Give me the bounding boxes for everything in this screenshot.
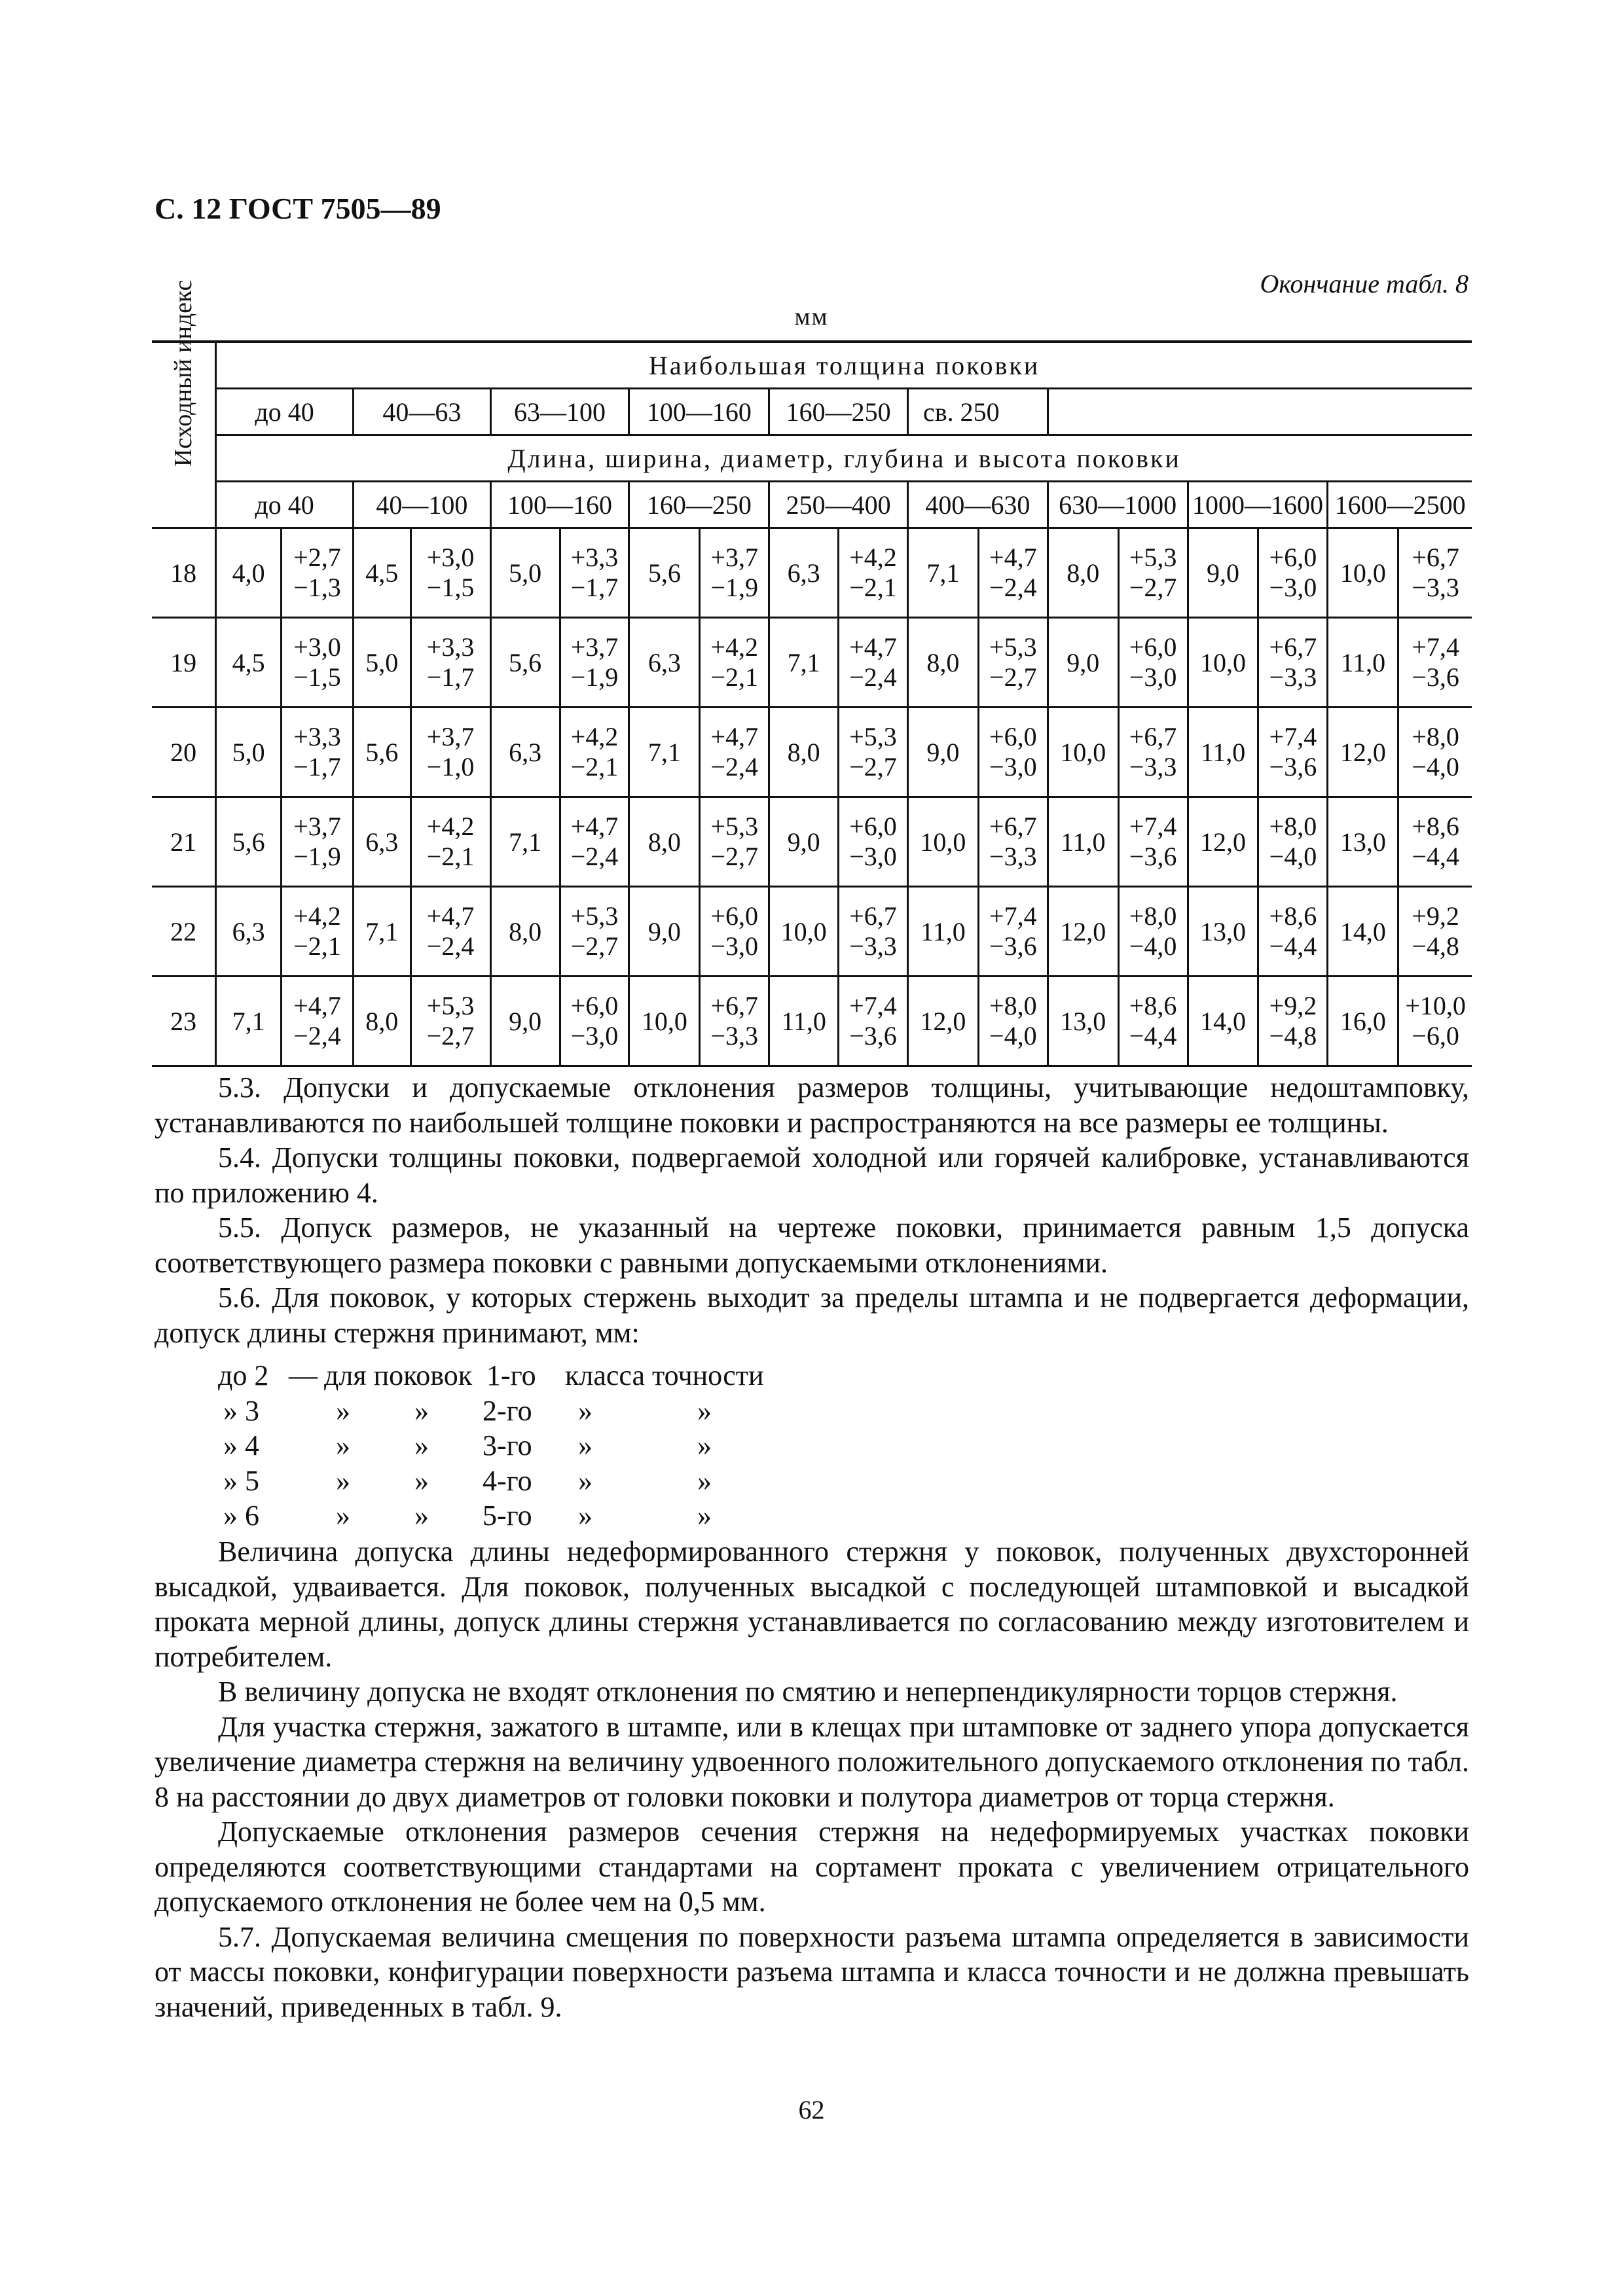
length-range-cell: 40—100 — [353, 482, 490, 528]
lower-deviation: −4,8 — [1269, 1021, 1317, 1050]
table-continuation-label: Окончание табл. 8 — [1260, 269, 1468, 298]
lower-deviation: −3,3 — [989, 842, 1037, 871]
lower-deviation: −4,4 — [1129, 1021, 1177, 1050]
list-token: » — [414, 1499, 429, 1532]
deviation-cell — [978, 797, 1048, 887]
length-range-cell: 1000—1600 — [1188, 482, 1328, 528]
unit-label: мм — [794, 303, 829, 331]
deviation-cell — [560, 528, 629, 618]
upper-deviation: +4,7 — [293, 991, 341, 1020]
lower-deviation: −2,7 — [426, 1021, 475, 1050]
list-token: класса точности — [565, 1359, 764, 1391]
tolerance-value-cell: 10,0 — [907, 797, 978, 887]
deviation-cell — [282, 887, 354, 977]
lower-deviation: −1,5 — [426, 573, 475, 602]
upper-deviation: +3,7 — [710, 543, 759, 572]
upper-deviation: +7,4 — [849, 991, 897, 1020]
lower-deviation: −2,1 — [849, 573, 897, 602]
list-token: » — [414, 1464, 429, 1497]
paragraph-5-6-b: Величина допуска длины недеформированного стержня у поковок, полученных двухсторонней высадкой, удваивается. Для поковок, полученных высадкой с последующей штамповкой и высадкой проката мерной длины, допуск длины стержня устанавливается по согласованию между изготовителем и потребителем. — [155, 1535, 1469, 1673]
deviation-cell — [1118, 708, 1188, 797]
tolerance-value-cell: 8,0 — [1048, 528, 1118, 618]
upper-deviation: +3,3 — [293, 722, 341, 751]
upper-deviation: +7,4 — [1412, 632, 1459, 662]
tolerance-value-cell: 9,0 — [490, 977, 560, 1066]
tolerance-value-cell: 11,0 — [769, 977, 839, 1066]
deviation-cell — [560, 797, 629, 887]
paragraph-5-7: 5.7. Допускаемая величина смещения по поверхности разъема штампа определяется в зависимости от массы поковки, конфигурации поверхности разъема штампа и класса точности и не должна превышать значений, приведенных в табл. 9. — [155, 1920, 1469, 2023]
upper-deviation: +4,7 — [849, 632, 897, 662]
lower-deviation: −2,1 — [570, 752, 619, 781]
tolerance-value-cell: 9,0 — [769, 797, 839, 887]
deviation-cell — [560, 887, 629, 977]
deviation-cell — [282, 528, 354, 618]
lower-deviation: −2,4 — [426, 931, 475, 961]
lower-deviation: −2,7 — [989, 662, 1037, 692]
tolerance-value-cell: 7,1 — [353, 887, 410, 977]
lower-deviation: −1,9 — [570, 662, 619, 692]
page-header: С. 12 ГОСТ 7505—89 — [155, 192, 441, 225]
deviation-cell — [839, 528, 908, 618]
lower-deviation: −1,5 — [293, 662, 341, 692]
lower-deviation: −3,6 — [1129, 842, 1177, 871]
deviation-cell — [1258, 977, 1328, 1066]
deviation-cell — [700, 797, 769, 887]
tolerance-value-cell: 10,0 — [629, 977, 700, 1066]
lower-deviation: −2,4 — [710, 752, 759, 781]
upper-deviation: +4,7 — [989, 543, 1037, 572]
lower-deviation: −3,6 — [849, 1021, 897, 1050]
upper-deviation: +8,0 — [1129, 901, 1177, 931]
lower-deviation: −2,7 — [710, 842, 759, 871]
lower-deviation: −3,3 — [849, 931, 897, 961]
deviation-cell — [839, 797, 908, 887]
deviation-cell — [1398, 887, 1472, 977]
deviation-cell — [978, 887, 1048, 977]
index-cell: 19 — [152, 618, 216, 708]
tolerance-value-cell: 5,6 — [490, 618, 560, 708]
deviation-cell — [410, 618, 490, 708]
tolerance-value-cell: 9,0 — [1048, 618, 1118, 708]
tolerance-value-cell: 9,0 — [1188, 528, 1258, 618]
index-cell: 21 — [152, 797, 216, 887]
body-text — [155, 1070, 1469, 1350]
tolerance-value-cell: 6,3 — [353, 797, 410, 887]
upper-deviation: +7,4 — [989, 901, 1037, 931]
thickness-range-cell: 160—250 — [769, 389, 908, 435]
deviation-cell — [410, 977, 490, 1066]
tolerance-value-cell: 12,0 — [1048, 887, 1118, 977]
tolerance-value-cell: 6,3 — [769, 528, 839, 618]
lower-deviation: −2,1 — [293, 931, 341, 961]
lower-deviation: −3,3 — [710, 1021, 759, 1050]
tolerance-value-cell: 7,1 — [629, 708, 700, 797]
deviation-cell — [978, 618, 1048, 708]
list-token: 5-го — [483, 1499, 532, 1532]
upper-deviation: +8,0 — [989, 991, 1037, 1020]
list-token: » 5 — [223, 1464, 259, 1497]
deviation-cell — [560, 618, 629, 708]
tolerance-value-cell: 5,6 — [216, 797, 282, 887]
tolerance-value-cell: 7,1 — [769, 618, 839, 708]
thickness-header: Наибольшая толщина поковки — [216, 342, 1472, 389]
index-cell: 20 — [152, 708, 216, 797]
deviation-cell — [1398, 797, 1472, 887]
lower-deviation: −4,4 — [1412, 842, 1459, 871]
upper-deviation: +6,7 — [989, 812, 1037, 841]
deviation-cell — [1118, 618, 1188, 708]
tolerance-value-cell: 12,0 — [907, 977, 978, 1066]
list-token: » — [697, 1464, 712, 1497]
upper-deviation: +8,6 — [1269, 901, 1317, 931]
index-cell: 23 — [152, 977, 216, 1066]
lower-deviation: −4,0 — [1412, 752, 1459, 781]
tolerance-value-cell: 8,0 — [353, 977, 410, 1066]
list-token: » — [336, 1394, 350, 1427]
deviation-cell — [839, 887, 908, 977]
list-token: до 2 — [218, 1359, 269, 1391]
tolerance-value-cell: 10,0 — [1048, 708, 1118, 797]
table-row — [152, 977, 1472, 1066]
deviation-cell — [282, 708, 354, 797]
upper-deviation: +6,0 — [570, 991, 619, 1020]
lower-deviation: −3,0 — [710, 931, 759, 961]
lower-deviation: −1,7 — [293, 752, 341, 781]
deviation-cell — [1118, 797, 1188, 887]
list-token: » — [414, 1429, 429, 1462]
index-column-header: Исходный индекс — [152, 342, 216, 528]
deviation-cell — [978, 528, 1048, 618]
list-token: для поковок — [324, 1359, 473, 1391]
length-range-cell: 630—1000 — [1048, 482, 1188, 528]
tolerance-value-cell: 5,0 — [490, 528, 560, 618]
tolerance-value-cell: 14,0 — [1188, 977, 1258, 1066]
deviation-cell — [1398, 618, 1472, 708]
tolerance-value-cell: 14,0 — [1328, 887, 1398, 977]
upper-deviation: +6,0 — [1269, 543, 1317, 572]
length-range-cell: 100—160 — [490, 482, 629, 528]
upper-deviation: +4,2 — [570, 722, 619, 751]
tolerance-value-cell: 13,0 — [1188, 887, 1258, 977]
list-token: 2-го — [483, 1394, 532, 1427]
lower-deviation: −1,9 — [293, 842, 341, 871]
upper-deviation: +3,3 — [570, 543, 619, 572]
tolerance-value-cell: 16,0 — [1328, 977, 1398, 1066]
tolerance-value-cell: 11,0 — [907, 887, 978, 977]
tolerance-value-cell: 11,0 — [1188, 708, 1258, 797]
upper-deviation: +5,3 — [989, 632, 1037, 662]
page-number: 62 — [798, 2095, 825, 2125]
thickness-range-cell: 40—63 — [353, 389, 490, 435]
upper-deviation: +5,3 — [426, 991, 475, 1020]
upper-deviation: +6,7 — [849, 901, 897, 931]
thickness-range-cell — [1048, 389, 1472, 435]
upper-deviation: +5,3 — [849, 722, 897, 751]
length-range-cell: 400—630 — [907, 482, 1048, 528]
upper-deviation: +7,4 — [1129, 812, 1177, 841]
upper-deviation: +3,3 — [426, 632, 475, 662]
lower-deviation: −3,6 — [1269, 752, 1317, 781]
list-token: » — [336, 1429, 350, 1462]
list-token: » — [697, 1394, 712, 1427]
deviation-cell — [1258, 618, 1328, 708]
lower-deviation: −3,0 — [570, 1021, 619, 1050]
upper-deviation: +5,3 — [710, 812, 759, 841]
tolerance-value-cell: 9,0 — [907, 708, 978, 797]
lower-deviation: −3,3 — [1269, 662, 1317, 692]
lower-deviation: −4,0 — [989, 1021, 1037, 1050]
paragraph-5-6-d: Для участка стержня, зажатого в штампе, или в клещах при штамповке от заднего упора допускается увеличение диаметра стержня на величину удвоенного положительного допускаемого отклонения по табл. 8 на расстоянии до двух диаметров от головки поковки и полутора диаметров от торца стержня. — [155, 1710, 1469, 1813]
tolerance-value-cell: 6,3 — [490, 708, 560, 797]
upper-deviation: +4,2 — [710, 632, 759, 662]
deviation-cell — [560, 708, 629, 797]
list-token: 3-го — [483, 1429, 532, 1462]
table-row — [152, 887, 1472, 977]
upper-deviation: +8,6 — [1129, 991, 1177, 1020]
list-token: 1-го — [486, 1359, 536, 1391]
length-range-cell: до 40 — [216, 482, 354, 528]
lower-deviation: −3,3 — [1412, 573, 1459, 602]
deviation-cell — [282, 977, 354, 1066]
index-cell: 18 — [152, 528, 216, 618]
upper-deviation: +3,0 — [293, 632, 341, 662]
upper-deviation: +5,3 — [570, 901, 619, 931]
tolerance-value-cell: 11,0 — [1328, 618, 1398, 708]
list-token: » 4 — [223, 1429, 259, 1462]
upper-deviation: +4,7 — [426, 901, 475, 931]
lower-deviation: −4,4 — [1269, 931, 1317, 961]
deviation-cell — [1258, 887, 1328, 977]
deviation-cell — [839, 618, 908, 708]
tolerance-value-cell: 10,0 — [769, 887, 839, 977]
tolerance-value-cell: 5,6 — [629, 528, 700, 618]
table-row — [152, 528, 1472, 618]
deviation-cell — [282, 618, 354, 708]
lower-deviation: −1,7 — [426, 662, 475, 692]
lower-deviation: −3,0 — [989, 752, 1037, 781]
table-row — [152, 618, 1472, 708]
upper-deviation: +6,7 — [1129, 722, 1177, 751]
deviation-cell — [282, 797, 354, 887]
tolerance-value-cell: 13,0 — [1048, 977, 1118, 1066]
list-token: » — [578, 1499, 593, 1532]
length-range-cell: 160—250 — [629, 482, 769, 528]
upper-deviation: +2,7 — [293, 543, 341, 572]
paragraph-5-6-e: Допускаемые отклонения размеров сечения стержня на недеформируемых участках поковки определяются соответствующими стандартами на сортамент проката с увеличением отрицательного допускаемого отклонения не более чем на 0,5 мм. — [155, 1816, 1469, 1918]
tolerance-value-cell: 8,0 — [907, 618, 978, 708]
deviation-cell — [839, 708, 908, 797]
body-text-continued — [155, 1534, 1469, 2024]
lower-deviation: −3,6 — [989, 931, 1037, 961]
deviation-cell — [700, 528, 769, 618]
tolerance-value-cell: 7,1 — [490, 797, 560, 887]
tolerance-value-cell: 6,3 — [216, 887, 282, 977]
tolerance-value-cell: 12,0 — [1328, 708, 1398, 797]
deviation-cell — [978, 708, 1048, 797]
paragraph-5-4: 5.4. Допуски толщины поковки, подвергаемой холодной или горячей калибровке, устанавливаются по приложению 4. — [155, 1141, 1469, 1209]
upper-deviation: +4,2 — [849, 543, 897, 572]
tolerance-value-cell: 7,1 — [216, 977, 282, 1066]
lower-deviation: −2,1 — [426, 842, 475, 871]
deviation-cell — [700, 618, 769, 708]
deviation-cell — [1258, 797, 1328, 887]
deviation-cell — [410, 797, 490, 887]
lower-deviation: −3,0 — [1269, 573, 1317, 602]
upper-deviation: +4,7 — [570, 812, 619, 841]
deviation-cell — [1118, 977, 1188, 1066]
list-token: » — [336, 1464, 350, 1497]
list-token: » 3 — [223, 1394, 259, 1427]
list-token: — — [289, 1359, 318, 1391]
thickness-range-cell: св. 250 — [907, 389, 1048, 435]
upper-deviation: +3,7 — [293, 812, 341, 841]
deviation-cell — [410, 887, 490, 977]
tolerance-value-cell: 7,1 — [907, 528, 978, 618]
upper-deviation: +8,6 — [1412, 812, 1459, 841]
upper-deviation: +4,2 — [293, 901, 341, 931]
deviation-cell — [700, 708, 769, 797]
tolerance-value-cell: 5,0 — [353, 618, 410, 708]
deviation-cell — [1398, 977, 1472, 1066]
upper-deviation: +4,7 — [710, 722, 759, 751]
lower-deviation: −3,3 — [1129, 752, 1177, 781]
list-token: » — [578, 1429, 593, 1462]
thickness-range-cell: до 40 — [216, 389, 354, 435]
tolerance-value-cell: 4,5 — [353, 528, 410, 618]
tolerance-value-cell: 4,5 — [216, 618, 282, 708]
tolerance-value-cell: 12,0 — [1188, 797, 1258, 887]
tolerance-value-cell: 8,0 — [490, 887, 560, 977]
lower-deviation: −2,7 — [1129, 573, 1177, 602]
thickness-range-cell: 63—100 — [490, 389, 629, 435]
list-token: » — [414, 1394, 429, 1427]
deviation-cell — [410, 708, 490, 797]
upper-deviation: +7,4 — [1269, 722, 1317, 751]
upper-deviation: +6,7 — [1269, 632, 1317, 662]
thickness-range-cell: 100—160 — [629, 389, 769, 435]
tolerance-value-cell: 9,0 — [629, 887, 700, 977]
deviation-cell — [410, 528, 490, 618]
list-token: » — [578, 1394, 593, 1427]
list-token: » — [578, 1464, 593, 1497]
lower-deviation: −2,4 — [849, 662, 897, 692]
table-row — [152, 797, 1472, 887]
paragraph-5-6: 5.6. Для поковок, у которых стержень выходит за пределы штампа и не подвергается деформации, допуск длины стержня принимают, мм: — [155, 1282, 1469, 1349]
lower-deviation: −3,0 — [1129, 662, 1177, 692]
lower-deviation: −1,0 — [426, 752, 475, 781]
list-token: » — [697, 1499, 712, 1532]
lower-deviation: −2,4 — [570, 842, 619, 871]
list-token: 4-го — [483, 1464, 532, 1497]
upper-deviation: +10,0 — [1405, 991, 1466, 1020]
index-cell: 22 — [152, 887, 216, 977]
lower-deviation: −4,8 — [1412, 931, 1459, 961]
tolerance-value-cell: 6,3 — [629, 618, 700, 708]
tolerance-value-cell: 8,0 — [769, 708, 839, 797]
upper-deviation: +3,0 — [426, 543, 475, 572]
tolerance-value-cell: 11,0 — [1048, 797, 1118, 887]
length-header: Длина, ширина, диаметр, глубина и высота поковки — [216, 435, 1472, 482]
deviation-cell — [1258, 708, 1328, 797]
table-row — [152, 708, 1472, 797]
tolerance-value-cell: 8,0 — [629, 797, 700, 887]
upper-deviation: +5,3 — [1129, 543, 1177, 572]
upper-deviation: +6,0 — [989, 722, 1037, 751]
upper-deviation: +8,0 — [1269, 812, 1317, 841]
upper-deviation: +9,2 — [1412, 901, 1459, 931]
lower-deviation: −2,7 — [570, 931, 619, 961]
paragraph-5-5: 5.5. Допуск размеров, не указанный на чертеже поковки, принимается равным 1,5 допуска соответствующего размера поковки с равными допускаемыми отклонениями. — [155, 1211, 1469, 1279]
lower-deviation: −2,7 — [849, 752, 897, 781]
upper-deviation: +6,7 — [1412, 543, 1459, 572]
lower-deviation: −1,7 — [570, 573, 619, 602]
lower-deviation: −2,4 — [293, 1021, 341, 1050]
tolerance-value-cell: 13,0 — [1328, 797, 1398, 887]
list-token: » — [336, 1499, 350, 1532]
lower-deviation: −3,0 — [849, 842, 897, 871]
lower-deviation: −3,6 — [1412, 662, 1459, 692]
length-range-cell: 1600—2500 — [1328, 482, 1472, 528]
deviation-cell — [700, 887, 769, 977]
tolerance-value-cell: 4,0 — [216, 528, 282, 618]
deviation-cell — [1118, 887, 1188, 977]
upper-deviation: +9,2 — [1269, 991, 1317, 1020]
deviation-cell — [560, 977, 629, 1066]
upper-deviation: +4,2 — [426, 812, 475, 841]
lower-deviation: −2,1 — [710, 662, 759, 692]
lower-deviation: −4,0 — [1129, 931, 1177, 961]
lower-deviation: −2,4 — [989, 573, 1037, 602]
list-token: » 6 — [223, 1499, 259, 1532]
upper-deviation: +8,0 — [1412, 722, 1459, 751]
deviation-cell — [1258, 528, 1328, 618]
upper-deviation: +6,0 — [849, 812, 897, 841]
paragraph-5-6-c: В величину допуска не входят отклонения по смятию и неперпендикулярности торцов стержня. — [218, 1676, 1398, 1708]
list-token: » — [697, 1429, 712, 1462]
deviation-cell — [1118, 528, 1188, 618]
deviation-cell — [978, 977, 1048, 1066]
deviation-cell — [700, 977, 769, 1066]
paragraph-5-3: 5.3. Допуски и допускаемые отклонения размеров толщины, учитывающие недоштамповку, устанавливаются по наибольшей толщине поковки и распространяются на все размеры ее толщины. — [155, 1071, 1469, 1139]
tolerance-value-cell: 5,0 — [216, 708, 282, 797]
lower-deviation: −1,3 — [293, 573, 341, 602]
upper-deviation: +6,0 — [1129, 632, 1177, 662]
deviation-cell — [839, 977, 908, 1066]
tolerance-value-cell: 10,0 — [1328, 528, 1398, 618]
deviation-cell — [1398, 708, 1472, 797]
lower-deviation: −4,0 — [1269, 842, 1317, 871]
tolerance-value-cell: 5,6 — [353, 708, 410, 797]
upper-deviation: +6,7 — [710, 991, 759, 1020]
upper-deviation: +6,0 — [710, 901, 759, 931]
length-range-cell: 250—400 — [769, 482, 908, 528]
upper-deviation: +3,7 — [570, 632, 619, 662]
tolerance-value-cell: 10,0 — [1188, 618, 1258, 708]
upper-deviation: +3,7 — [426, 722, 475, 751]
lower-deviation: −1,9 — [710, 573, 759, 602]
deviation-cell — [1398, 528, 1472, 618]
lower-deviation: −6,0 — [1412, 1021, 1459, 1050]
